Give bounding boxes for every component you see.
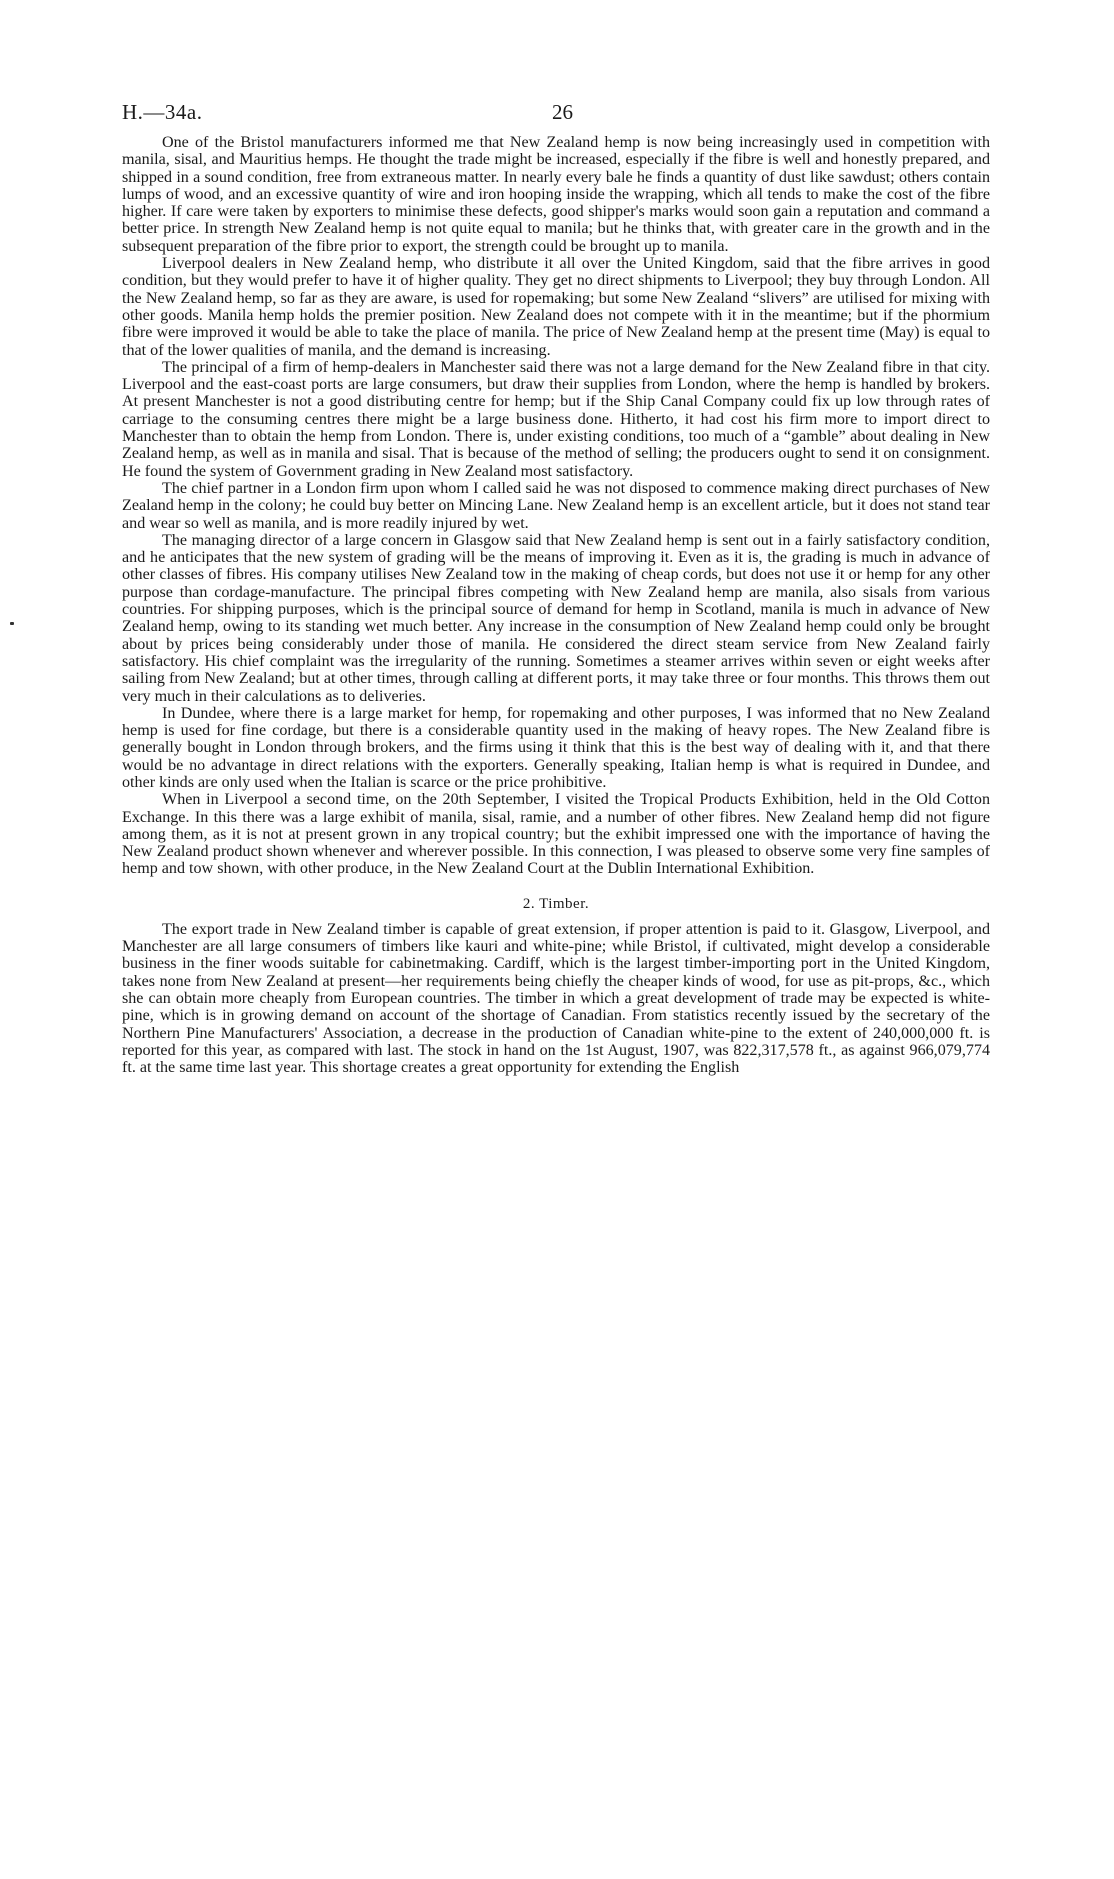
document-page [122, 100, 990, 1076]
section-heading-timber: 2. Timber. [522, 895, 590, 912]
paragraph-exhibition: When in Liverpool a second time, on the 20th September, I visited the Tropical Products Exhibition, held in the Old Cotton Exchange. In this there was a large exhibit of manila, sisal, ramie, and a number of other fibres. New Zealand hemp did not figure among them, as it is not at present grown in any tropical country; but the exhibit impressed one with the importance of having the New Zealand product shown whenever and wherever possible. In this connection, I was pleased to observe some very fine samples of hemp and tow shown, with other produce, in the New Zealand Court at the Dublin International Exhibition. [122, 791, 990, 878]
paragraph-liverpool: Liverpool dealers in New Zealand hemp, who distribute it all over the United Kingdom, said that the fibre arrives in good condition, but they would prefer to have it of higher quality. They get no direct shipments to Liverpool; they buy through London. All the New Zealand hemp, so far as they are aware, is used for ropemaking; but some New Zealand “slivers” are utilised for mixing with other goods. Manila hemp holds the premier position. New Zealand does not compete with it in the meantime; but if the phormium fibre were improved it would be able to take the place of manila. The price of New Zealand hemp at the present time (May) is equal to that of the lower qualities of manila, and the demand is increasing. [122, 255, 990, 359]
body-text [122, 134, 990, 1076]
margin-mark [10, 622, 14, 625]
page-header [122, 100, 990, 134]
paragraph-glasgow: The managing director of a large concern in Glasgow said that New Zealand hemp is sent out in a fairly satisfactory condition, and he anticipates that the new system of grading will be the means of improving it. Even as it is, the grading is much in advance of other classes of fibres. His company utilises New Zealand tow in the making of cheap cords, but does not use it or hemp for any other purpose than cordage-manufacture. The principal fibres competing with New Zealand hemp are manila, also sisals from various countries. For shipping purposes, which is the principal source of demand for hemp in Scotland, manila is much in advance of New Zealand hemp, owing to its standing wet much better. Any increase in the consumption of New Zealand hemp could only be brought about by prices being considerably under those of manila. He considered the direct steam service from New Zealand fairly satisfactory. His chief complaint was the irregularity of the running. Sometimes a steamer arrives within seven or eight weeks after sailing from New Zealand; but at other times, through calling at different ports, it may take three or four months. This throws them out very much in their calculations as to deliveries. [122, 531, 990, 705]
document-reference: H.—34a. [122, 100, 203, 124]
paragraph-dundee: In Dundee, where there is a large market for hemp, for ropemaking and other purposes, I was informed that no New Zealand hemp is used for fine cordage, but there is a considerable quantity used in the making of heavy ropes. The New Zealand fibre is generally bought in London through brokers, and the firms using it think that this is the best way of dealing with it, and that there would be no advantage in direct relations with the exporters. Generally speaking, Italian hemp is what is required in Dundee, and other kinds are only used when the Italian is scarce or the price prohibitive. [122, 704, 990, 791]
paragraph-manchester: The principal of a firm of hemp-dealers in Manchester said there was not a large demand for the New Zealand fibre in that city. Liverpool and the east-coast ports are large consumers, but draw their supplies from London, where the hemp is handled by brokers. At present Manchester is not a good distributing centre for hemp; but if the Ship Canal Company could fix up low through rates of carriage to the consuming centres there might be a large business done. Hitherto, it had cost his firm more to import direct to Manchester than to obtain the hemp from London. There is, under existing conditions, too much of a “gamble” about dealing in New Zealand hemp, as well as in manila and sisal. That is because of the method of selling; the producers ought to send it on consignment. He found the system of Government grading in New Zealand most satisfactory. [122, 358, 990, 480]
paragraph-bristol: One of the Bristol manufacturers informed me that New Zealand hemp is now being increasingly used in competition with manila, sisal, and Mauritius hemps. He thought the trade might be increased, especially if the fibre is well and honestly prepared, and shipped in a sound condition, free from extraneous matter. In nearly every bale he finds a quantity of dust like sawdust; others contain lumps of wood, and an excessive quantity of wire and iron hooping inside the wrapping, which all tends to make the cost of the fibre higher. If care were taken by exporters to minimise these defects, good shipper's marks would soon gain a reputation and command a better price. In strength New Zealand hemp is not quite equal to manila; but he thinks that, with greater care in the growth and in the subsequent preparation of the fibre prior to export, the strength could be brought up to manila. [122, 134, 990, 255]
paragraph-london: The chief partner in a London firm upon whom I called said he was not disposed to commence making direct purchases of New Zealand hemp in the colony; he could buy better on Mincing Lane. New Zealand hemp is an excellent article, but it does not stand tear and wear so well as manila, and is more readily injured by wet. [122, 479, 990, 532]
page-number: 26 [552, 100, 573, 124]
paragraph-timber: The export trade in New Zealand timber is capable of great extension, if proper attention is paid to it. Glasgow, Liverpool, and Manchester are all large consumers of timbers like kauri and white-pine; while Bristol, if cultivated, might develop a considerable business in the finer woods suitable for cabinetmaking. Cardiff, which is the largest timber-importing port in the United Kingdom, takes none from New Zealand at present—her requirements being chiefly the cheaper kinds of wood, for use as pit-props, &c., which she can obtain more cheaply from European countries. The timber in which a great development of trade may be expected is white-pine, which is in growing demand on account of the shortage of Canadian. From statistics recently issued by the secretary of the Northern Pine Manufacturers' Association, a decrease in the production of Canadian white-pine to the extent of 240,000,000 ft. is reported for this year, as compared with last. The stock in hand on the 1st August, 1907, was 822,317,578 ft., as against 966,079,774 ft. at the same time last year. This shortage creates a great opportunity for extending the English [122, 920, 990, 1077]
